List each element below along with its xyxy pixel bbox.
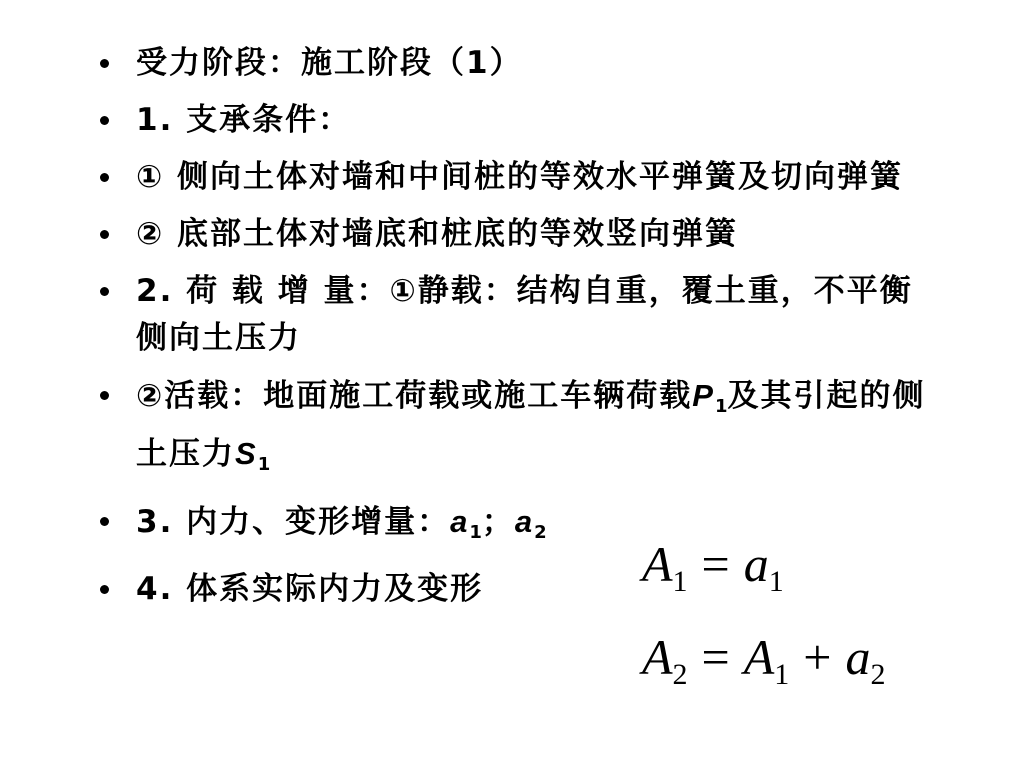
bullet-dot-icon (100, 585, 109, 594)
equation-2 (642, 628, 886, 692)
eq2-term2: a (845, 629, 871, 685)
bullet-dot-icon (100, 391, 109, 400)
bullet-text: ②活载：地面施工荷载或施工车辆荷载 (136, 378, 693, 414)
eq1-rhs: a (743, 536, 769, 592)
subscript: 2 (534, 522, 547, 543)
eq2-term1-sub: 1 (774, 658, 790, 691)
eq2-term1: A (743, 629, 775, 685)
bullet-text: 3. 内力、变形增量： (136, 504, 451, 540)
bullet-live-load (100, 372, 930, 488)
bullet-support-conditions (100, 97, 930, 144)
separator: ； (481, 504, 515, 540)
subscript: 1 (714, 396, 728, 417)
equation-1 (642, 535, 784, 599)
bullet-text: 受力阶段：施工阶段（1） (136, 45, 523, 81)
eq2-lhs: A (642, 629, 673, 685)
bullet-dot-icon (100, 287, 109, 296)
bullet-vertical-springs (100, 211, 930, 258)
bullet-internal-force-increment (100, 498, 930, 556)
variable-a1: a (450, 504, 470, 539)
variable-s: S (235, 436, 258, 471)
subscript: 1 (469, 522, 482, 543)
eq1-lhs-sub: 1 (672, 565, 688, 598)
eq2-equals: = (701, 629, 730, 685)
bullet-text: 4. 体系实际内力及变形 (136, 571, 484, 607)
bullet-text: ② 底部土体对墙底和桩底的等效竖向弹簧 (136, 216, 739, 252)
bullet-text: 1. 支承条件： (136, 102, 352, 138)
variable-a2: a (514, 504, 535, 539)
bullet-load-increment (100, 268, 930, 362)
bullet-list (100, 40, 930, 623)
bullet-stage (100, 40, 930, 87)
bullet-dot-icon (100, 517, 109, 526)
bullet-dot-icon (100, 173, 109, 182)
bullet-actual-forces (100, 566, 930, 613)
bullet-text-mid: 及其引起的侧土压力 (136, 378, 926, 472)
eq1-lhs: A (642, 536, 673, 592)
subscript: 1 (257, 454, 271, 475)
eq2-lhs-sub: 2 (672, 658, 688, 691)
bullet-dot-icon (100, 230, 109, 239)
variable-p: P (692, 378, 715, 413)
eq2-term2-sub: 2 (870, 658, 886, 691)
bullet-text: 2. 荷 载 增 量：①静载：结构自重，覆土重，不平衡侧向土压力 (136, 273, 913, 356)
bullet-dot-icon (100, 116, 109, 125)
bullet-dot-icon (100, 59, 109, 68)
eq2-plus: + (803, 629, 832, 685)
eq1-equals: = (701, 536, 730, 592)
bullet-text: ① 侧向土体对墙和中间桩的等效水平弹簧及切向弹簧 (136, 159, 904, 195)
eq1-rhs-sub: 1 (768, 565, 784, 598)
bullet-lateral-springs (100, 154, 930, 201)
